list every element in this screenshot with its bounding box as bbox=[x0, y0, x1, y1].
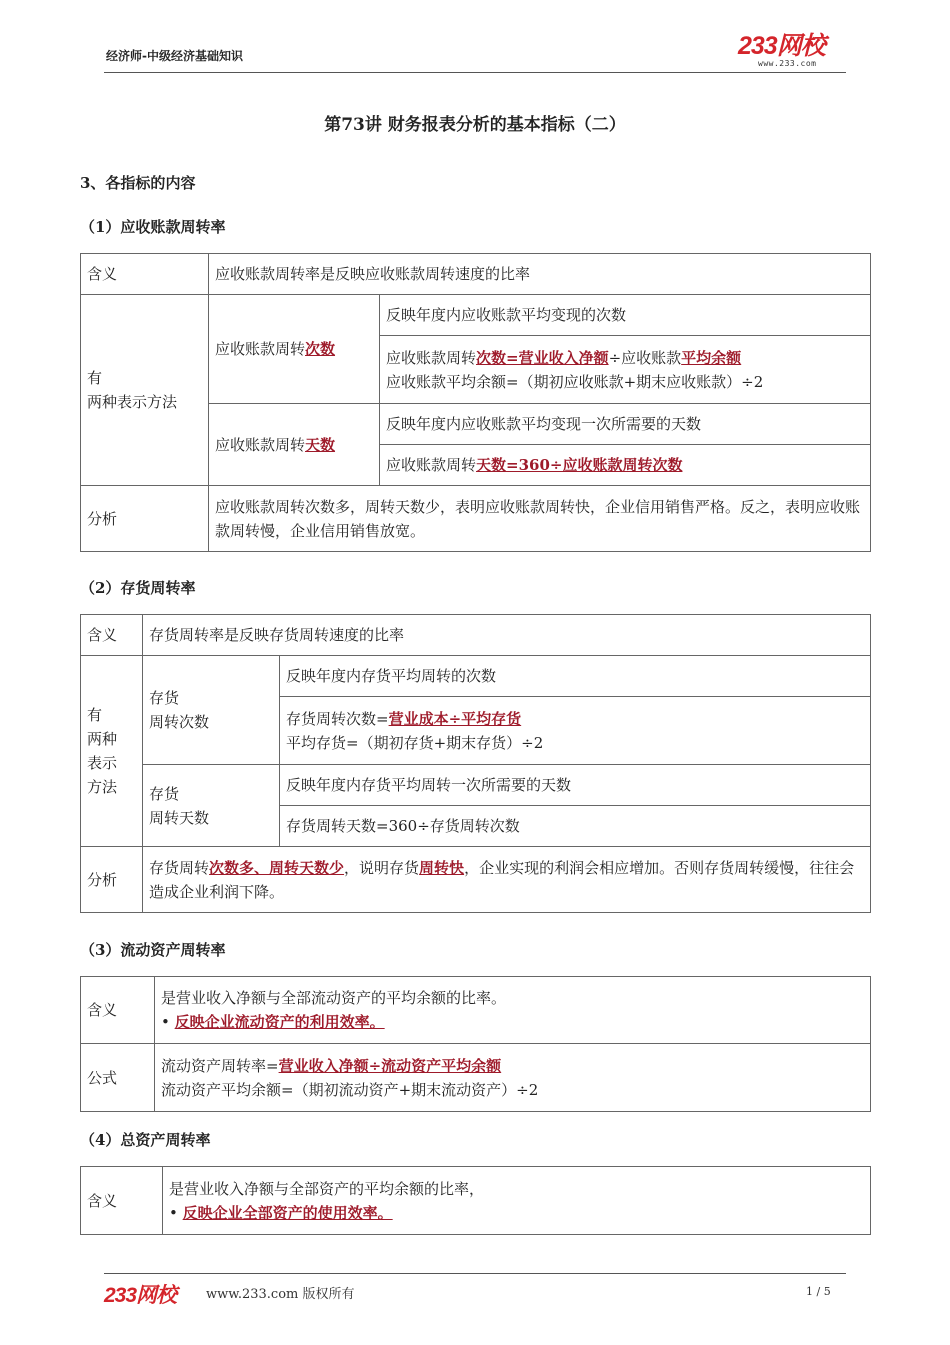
s1-row-method1-desc bbox=[81, 295, 871, 336]
s3-meaning-text bbox=[155, 977, 871, 1044]
s1-method2-name bbox=[209, 404, 380, 486]
s3-meaning-line2 bbox=[161, 1010, 864, 1034]
footer-divider bbox=[104, 1273, 846, 1274]
s1-f2-b: 天数=360÷应收账款周转次数 bbox=[476, 456, 683, 474]
s2-method2-name-line1: 存货 bbox=[149, 784, 180, 803]
header-divider bbox=[104, 72, 846, 73]
s1-method1-name-b: 次数 bbox=[305, 340, 336, 358]
s2-table bbox=[80, 614, 871, 913]
s2-method2-name-line2: 周转天数 bbox=[149, 808, 210, 827]
s1-heading: （1）应收账款周转率 bbox=[80, 218, 226, 236]
s1-row-analysis bbox=[81, 486, 871, 552]
s1-row-meaning bbox=[81, 254, 871, 295]
s1-f2-a: 应收账款周转 bbox=[386, 456, 477, 474]
s1-f1-b: 次数=营业收入净额 bbox=[476, 348, 609, 367]
s1-f1-d: 平均余额 bbox=[681, 348, 742, 367]
s2-methods-label-line4: 方法 bbox=[87, 778, 118, 796]
s2-methods-label-line3: 表示 bbox=[87, 754, 118, 772]
s1-analysis-text: 应收账款周转次数多，周转天数少，表明应收账款周转快，企业信用销售严格。反之，表明应收账款周转慢，企业信用销售放宽。 bbox=[209, 486, 871, 552]
s1-table bbox=[80, 253, 871, 552]
s1-method1-desc: 反映年度内应收账款平均变现的次数 bbox=[380, 295, 871, 336]
s3-formula-line1 bbox=[161, 1054, 864, 1078]
s2-method1-formula-line2: 平均存货=（期初存货+期末存货）÷2 bbox=[286, 733, 544, 752]
s1-analysis-label: 分析 bbox=[81, 486, 209, 552]
page-number: 1 / 5 bbox=[806, 1285, 831, 1298]
s2-method1-formula bbox=[280, 697, 871, 765]
bullet-icon: • bbox=[169, 1203, 178, 1222]
s1-method2-desc: 反映年度内应收账款平均变现一次所需要的天数 bbox=[380, 404, 871, 445]
s1-methods-label-line2: 两种表示方法 bbox=[87, 393, 178, 411]
s2-analysis-c: ，说明存货 bbox=[344, 858, 420, 877]
s3-meaning-emphasis: 反映企业流动资产的利用效率。 bbox=[174, 1013, 385, 1031]
page-title: 第73讲 财务报表分析的基本指标（二） bbox=[324, 115, 626, 135]
s4-table bbox=[80, 1166, 871, 1235]
s2-methods-label-line2: 两种 bbox=[87, 730, 118, 748]
s2-method1-name-line1: 存货 bbox=[149, 689, 180, 707]
s4-heading: （4）总资产周转率 bbox=[80, 1131, 211, 1149]
s2-heading: （2）存货周转率 bbox=[80, 579, 196, 597]
footer-copyright: www.233.com 版权所有 bbox=[206, 1287, 355, 1302]
s4-meaning-text bbox=[163, 1167, 871, 1235]
s2-method1-name-line2: 周转次数 bbox=[149, 713, 210, 731]
s3-heading: （3）流动资产周转率 bbox=[80, 941, 226, 959]
s3-formula-a: 流动资产周转率= bbox=[161, 1056, 279, 1075]
s1-methods-label bbox=[81, 295, 209, 486]
s2-f1-a: 存货周转次数= bbox=[286, 709, 389, 728]
s3-table bbox=[80, 976, 871, 1112]
logo-url-text: www.233.com bbox=[758, 59, 817, 68]
s2-method1-formula-line1 bbox=[286, 707, 864, 731]
brand-logo bbox=[738, 34, 848, 74]
s2-meaning-label: 含义 bbox=[81, 615, 143, 656]
s2-method1-name bbox=[143, 656, 280, 765]
footer-logo: 233网校 bbox=[104, 1284, 177, 1307]
s2-method2-desc: 反映年度内存货平均周转一次所需要的天数 bbox=[280, 765, 871, 806]
s1-f1-a: 应收账款周转 bbox=[386, 348, 477, 367]
s3-meaning-label: 含义 bbox=[81, 977, 155, 1044]
s3-formula-b: 营业收入净额÷流动资产平均余额 bbox=[278, 1056, 502, 1075]
s1-method1-formula-line1 bbox=[386, 346, 864, 370]
s1-methods-label-line1: 有 bbox=[87, 369, 103, 387]
s1-method2-name-a: 应收账款周转 bbox=[215, 435, 306, 454]
s1-method1-formula bbox=[380, 336, 871, 404]
s4-meaning-emphasis: 反映企业全部资产的使用效率。 bbox=[182, 1203, 393, 1222]
s2-row-analysis bbox=[81, 847, 871, 913]
s4-meaning-label: 含义 bbox=[81, 1167, 163, 1235]
s2-method2-name bbox=[143, 765, 280, 847]
s4-meaning-line1: 是营业收入净额与全部资产的平均余额的比率， bbox=[169, 1179, 485, 1198]
bullet-icon: • bbox=[161, 1013, 170, 1031]
s2-row-method2-desc bbox=[81, 765, 871, 806]
s1-method2-name-b: 天数 bbox=[305, 435, 336, 454]
s4-row-meaning bbox=[81, 1167, 871, 1235]
s3-meaning-line1: 是营业收入净额与全部流动资产的平均余额的比率。 bbox=[161, 989, 507, 1007]
s2-analysis-a: 存货周转 bbox=[149, 858, 210, 877]
s2-analysis-e: ，企业实现的利润会相应增加。否则存货周转缓慢，往往会造成企业利润下降。 bbox=[149, 858, 855, 901]
s2-methods-label-line1: 有 bbox=[87, 706, 103, 724]
s1-method2-formula bbox=[380, 445, 871, 486]
s2-method2-formula: 存货周转天数=360÷存货周转次数 bbox=[280, 806, 871, 847]
s3-row-meaning bbox=[81, 977, 871, 1044]
header-course-title: 经济师-中级经济基础知识 bbox=[106, 49, 243, 63]
s2-f1-b: 营业成本÷平均存货 bbox=[388, 709, 522, 728]
s4-meaning-line2 bbox=[169, 1201, 864, 1225]
s3-formula-text bbox=[155, 1044, 871, 1112]
s2-row-meaning bbox=[81, 615, 871, 656]
s1-meaning-text: 应收账款周转率是反映应收账款周转速度的比率 bbox=[209, 254, 871, 295]
s1-f1-c: ÷应收账款 bbox=[608, 348, 682, 367]
s1-method1-name-a: 应收账款周转 bbox=[215, 340, 306, 358]
s2-meaning-text: 存货周转率是反映存货周转速度的比率 bbox=[143, 615, 871, 656]
s2-analysis-d: 周转快 bbox=[419, 858, 465, 877]
s3-row-formula bbox=[81, 1044, 871, 1112]
s2-analysis-text bbox=[143, 847, 871, 913]
s2-method1-desc: 反映年度内存货平均周转的次数 bbox=[280, 656, 871, 697]
s3-formula-label: 公式 bbox=[81, 1044, 155, 1112]
s3-formula-line2: 流动资产平均余额=（期初流动资产+期末流动资产）÷2 bbox=[161, 1080, 539, 1099]
s2-analysis-label: 分析 bbox=[81, 847, 143, 913]
logo-main-text: 233网校 bbox=[738, 32, 825, 60]
s1-meaning-label: 含义 bbox=[81, 254, 209, 295]
s1-method1-formula-line2: 应收账款平均余额=（期初应收账款+期末应收账款）÷2 bbox=[386, 372, 764, 391]
s2-analysis-b: 次数多、周转天数少 bbox=[209, 858, 345, 877]
s1-method1-name bbox=[209, 295, 380, 404]
s2-methods-label bbox=[81, 656, 143, 847]
s2-row-method1-desc bbox=[81, 656, 871, 697]
section-heading: 3、各指标的内容 bbox=[80, 174, 196, 192]
